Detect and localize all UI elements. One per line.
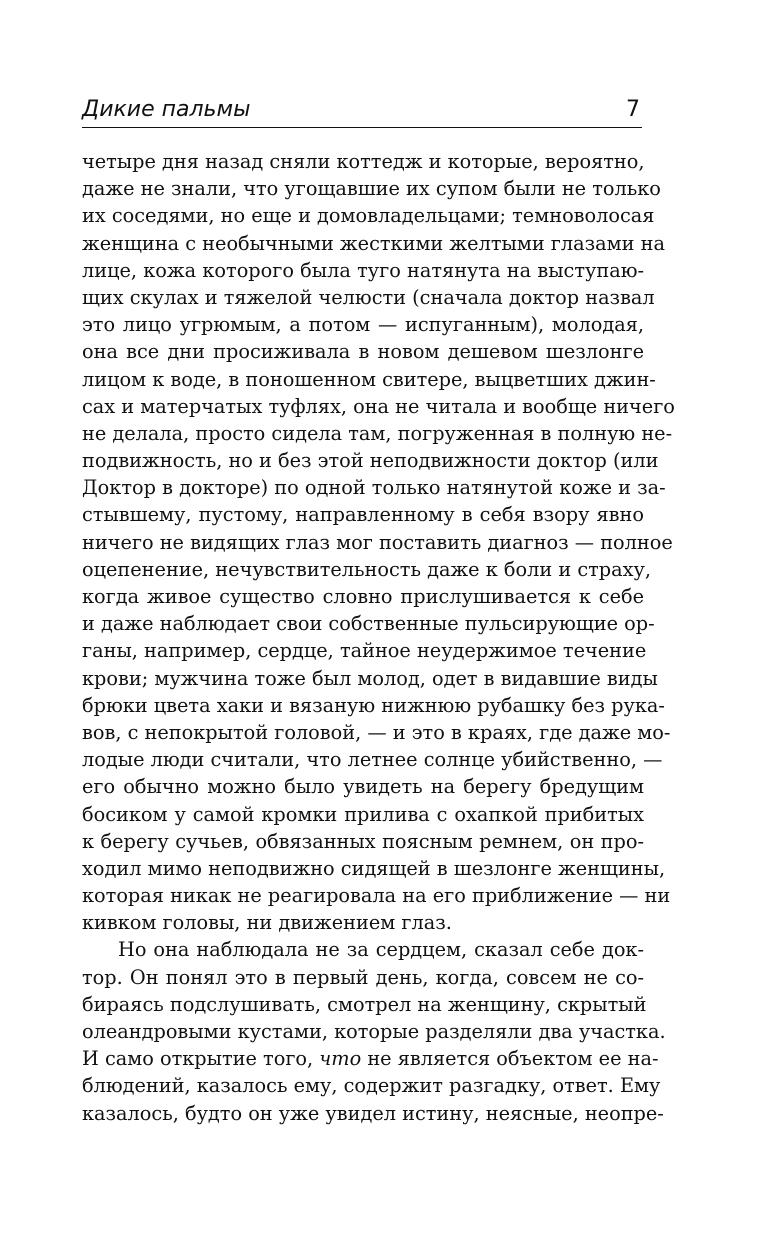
text-line: оцепенение, нечувствительность даже к боли и страху,: [82, 557, 651, 581]
page-number: 7: [626, 97, 640, 122]
text-line: лодые люди считали, что летнее солнце убийственно, —: [82, 748, 663, 772]
paragraph-start-line: Но она наблюдала не за сердцем, сказал себе док-: [118, 938, 644, 962]
text-line: тор. Он понял это в первый день, когда, совсем не со-: [82, 965, 644, 989]
text-line: не делала, просто сидела там, погруженная в полную не-: [82, 421, 673, 445]
running-header-title: Дикие пальмы: [82, 97, 251, 122]
text-line: щих скулах и тяжелой челюсти (сначала доктор назвал: [82, 285, 655, 309]
text-line: лице, кожа которого была туго натянута на выступаю-: [82, 258, 644, 282]
text-line: его обычно можно было увидеть на берегу бредущим: [82, 775, 644, 799]
text-line-with-emphasis: [82, 1045, 659, 1072]
text-line: это лицо угрюмым, а потом — испуганным), молодая,: [82, 313, 644, 337]
text-line: казалось, будто он уже увидел истину, неясные, неопре-: [82, 1101, 664, 1125]
header-rule: [82, 127, 642, 128]
running-header: [82, 96, 644, 124]
text-line: которая никак не реагировала на его приближение — ни: [82, 884, 671, 908]
text-line: крови; мужчина тоже был молод, одет в видавшие виды: [82, 666, 658, 690]
text-segment: не является объектом ее на-: [361, 1047, 659, 1071]
text-line: их соседями, но еще и домовладельцами; темноволосая: [82, 204, 655, 228]
text-line: ганы, например, сердце, тайное неудержимое течение: [82, 639, 647, 663]
text-line: она все дни просиживала в новом дешевом шезлонге: [82, 340, 644, 364]
text-line: брюки цвета хаки и вязаную нижнюю рубашку без рука-: [82, 693, 665, 717]
text-line: Доктор в докторе) по одной только натянутой коже и за-: [82, 476, 666, 500]
text-line: ничего не видящих глаз мог поставить диагноз — полное: [82, 530, 673, 554]
text-line: женщина с необычными жесткими желтыми глазами на: [82, 231, 665, 255]
paragraph-end-line: кивком головы, ни движением глаз.: [82, 911, 452, 935]
text-line: подвижность, но и без этой неподвижности доктор (или: [82, 449, 659, 473]
emphasized-word: что: [319, 1047, 362, 1071]
text-line: сах и матерчатых туфлях, она не читала и вообще ничего: [82, 394, 675, 418]
text-segment: И само открытие того,: [82, 1047, 320, 1071]
text-line: стывшему, пустому, направленному в себя взору явно: [82, 503, 644, 527]
text-line: и даже наблюдает свои собственные пульсирующие ор-: [82, 612, 655, 636]
text-line: лицом к воде, в поношенном свитере, выцветших джин-: [82, 367, 656, 391]
text-line: вов, с непокрытой головой, — и это в краях, где даже мо-: [82, 720, 671, 744]
text-line: бираясь подслушивать, смотрел на женщину, скрытый: [82, 992, 647, 1016]
text-line: блюдений, казалось ему, содержит разгадку, ответ. Ему: [82, 1074, 661, 1098]
text-line: босиком у самой кромки прилива с охапкой прибитых: [82, 802, 644, 826]
text-line: четыре дня назад сняли коттедж и которые, вероятно,: [82, 150, 645, 173]
text-line: к берегу сучьев, обвязанных поясным ремнем, он про-: [82, 829, 644, 853]
text-line: олеандровыми кустами, которые разделяли два участка.: [82, 1020, 666, 1043]
text-line: даже не знали, что угощавшие их супом были не только: [82, 177, 661, 201]
text-line: когда живое существо словно прислушивается к себе: [82, 585, 644, 608]
body-text: [82, 148, 675, 1127]
text-line: ходил мимо неподвижно сидящей в шезлонге женщины,: [82, 856, 666, 880]
